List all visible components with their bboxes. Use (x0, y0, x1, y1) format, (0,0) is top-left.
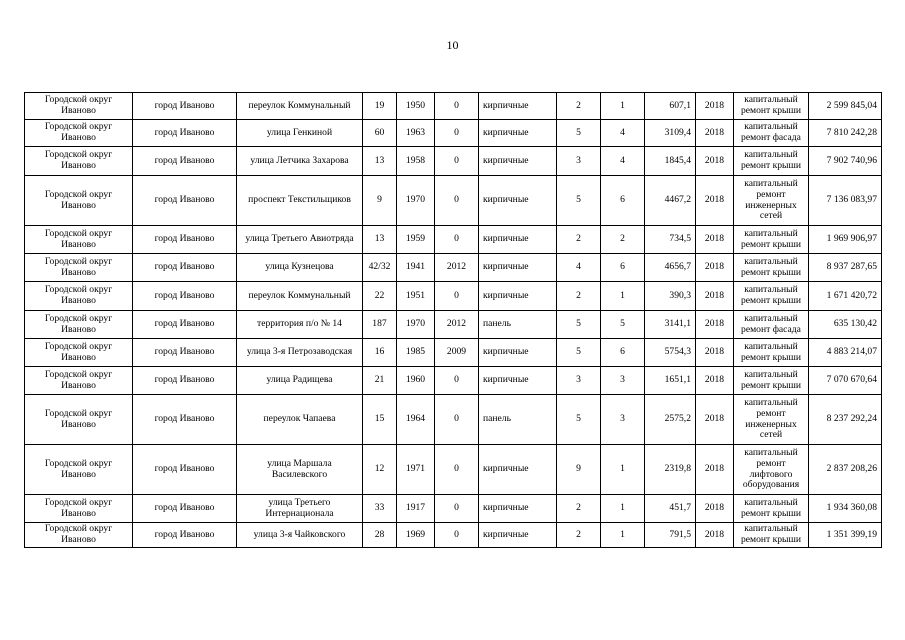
table-row (25, 226, 882, 254)
table-row (25, 311, 882, 339)
cell-cost: 2 599 845,04 (809, 93, 882, 120)
cell-city: город Иваново (133, 395, 237, 445)
cell-area: 3141,1 (645, 311, 696, 339)
table-body (25, 93, 882, 548)
cell-work: капитальный ремонт лифтового оборудования (734, 445, 809, 495)
cell-municipality: Городской округ Иваново (25, 120, 133, 147)
cell-city: город Иваново (133, 176, 237, 226)
cell-cost: 7 070 670,64 (809, 367, 882, 395)
cell-walls: кирпичные (479, 120, 557, 147)
cell-entrances: 3 (601, 367, 645, 395)
cell-walls: кирпичные (479, 93, 557, 120)
table-row (25, 339, 882, 367)
cell-year: 2018 (696, 311, 734, 339)
cell-area: 5754,3 (645, 339, 696, 367)
cell-walls: кирпичные (479, 176, 557, 226)
cell-area: 390,3 (645, 282, 696, 311)
cell-area: 734,5 (645, 226, 696, 254)
cell-cost: 7 902 740,96 (809, 147, 882, 176)
table-row (25, 395, 882, 445)
cell-area: 791,5 (645, 523, 696, 548)
cell-year: 2018 (696, 120, 734, 147)
cell-area: 4467,2 (645, 176, 696, 226)
cell-street: переулок Чапаева (237, 395, 363, 445)
cell-cost: 1 934 360,08 (809, 495, 882, 523)
cell-cost: 635 130,42 (809, 311, 882, 339)
cell-built: 1964 (397, 395, 435, 445)
cell-cost: 1 351 399,19 (809, 523, 882, 548)
cell-year: 2018 (696, 445, 734, 495)
cell-renovated: 0 (435, 147, 479, 176)
cell-area: 607,1 (645, 93, 696, 120)
cell-work: капитальный ремонт инженерных сетей (734, 176, 809, 226)
cell-city: город Иваново (133, 93, 237, 120)
cell-street: улица Радищева (237, 367, 363, 395)
cell-street: переулок Коммунальный (237, 93, 363, 120)
cell-house: 12 (363, 445, 397, 495)
cell-area: 3109,4 (645, 120, 696, 147)
cell-walls: кирпичные (479, 226, 557, 254)
cell-work: капитальный ремонт крыши (734, 254, 809, 282)
cell-floors: 5 (557, 395, 601, 445)
cell-renovated: 0 (435, 282, 479, 311)
cell-cost: 1 671 420,72 (809, 282, 882, 311)
cell-work: капитальный ремонт крыши (734, 147, 809, 176)
cell-city: город Иваново (133, 147, 237, 176)
cell-house: 13 (363, 226, 397, 254)
cell-renovated: 0 (435, 395, 479, 445)
table-row (25, 147, 882, 176)
cell-floors: 5 (557, 311, 601, 339)
cell-work: капитальный ремонт крыши (734, 226, 809, 254)
cell-year: 2018 (696, 226, 734, 254)
cell-area: 451,7 (645, 495, 696, 523)
cell-cost: 7 136 083,97 (809, 176, 882, 226)
cell-floors: 2 (557, 226, 601, 254)
cell-floors: 5 (557, 120, 601, 147)
cell-house: 19 (363, 93, 397, 120)
cell-municipality: Городской округ Иваново (25, 147, 133, 176)
cell-renovated: 2012 (435, 311, 479, 339)
cell-floors: 3 (557, 367, 601, 395)
cell-street: улица 3-я Петрозаводская (237, 339, 363, 367)
cell-renovated: 2012 (435, 254, 479, 282)
cell-cost: 7 810 242,28 (809, 120, 882, 147)
cell-renovated: 0 (435, 226, 479, 254)
cell-floors: 2 (557, 93, 601, 120)
cell-floors: 9 (557, 445, 601, 495)
cell-entrances: 4 (601, 120, 645, 147)
cell-built: 1970 (397, 176, 435, 226)
cell-area: 2319,8 (645, 445, 696, 495)
cell-city: город Иваново (133, 339, 237, 367)
cell-street: улица Летчика Захарова (237, 147, 363, 176)
cell-walls: кирпичные (479, 495, 557, 523)
cell-street: территория п/о № 14 (237, 311, 363, 339)
cell-street: переулок Коммунальный (237, 282, 363, 311)
cell-renovated: 0 (435, 367, 479, 395)
cell-house: 187 (363, 311, 397, 339)
cell-house: 21 (363, 367, 397, 395)
cell-built: 1969 (397, 523, 435, 548)
cell-area: 1651,1 (645, 367, 696, 395)
cell-entrances: 2 (601, 226, 645, 254)
cell-floors: 3 (557, 147, 601, 176)
table-row (25, 367, 882, 395)
cell-renovated: 0 (435, 445, 479, 495)
cell-cost: 4 883 214,07 (809, 339, 882, 367)
table-row (25, 176, 882, 226)
cell-municipality: Городской округ Иваново (25, 93, 133, 120)
cell-area: 2575,2 (645, 395, 696, 445)
cell-built: 1950 (397, 93, 435, 120)
cell-year: 2018 (696, 495, 734, 523)
cell-built: 1959 (397, 226, 435, 254)
table-row (25, 254, 882, 282)
cell-city: город Иваново (133, 254, 237, 282)
cell-walls: кирпичные (479, 339, 557, 367)
cell-entrances: 1 (601, 495, 645, 523)
table-row (25, 93, 882, 120)
cell-floors: 2 (557, 495, 601, 523)
cell-floors: 5 (557, 176, 601, 226)
cell-work: капитальный ремонт фасада (734, 120, 809, 147)
table-row (25, 282, 882, 311)
cell-work: капитальный ремонт крыши (734, 339, 809, 367)
cell-renovated: 2009 (435, 339, 479, 367)
cell-work: капитальный ремонт крыши (734, 495, 809, 523)
cell-house: 22 (363, 282, 397, 311)
cell-city: город Иваново (133, 445, 237, 495)
cell-street: улица Кузнецова (237, 254, 363, 282)
cell-work: капитальный ремонт крыши (734, 367, 809, 395)
cell-renovated: 0 (435, 176, 479, 226)
cell-entrances: 4 (601, 147, 645, 176)
table-row (25, 120, 882, 147)
cell-municipality: Городской округ Иваново (25, 226, 133, 254)
cell-built: 1970 (397, 311, 435, 339)
cell-walls: панель (479, 311, 557, 339)
cell-work: капитальный ремонт фасада (734, 311, 809, 339)
cell-work: капитальный ремонт крыши (734, 523, 809, 548)
cell-cost: 1 969 906,97 (809, 226, 882, 254)
cell-floors: 4 (557, 254, 601, 282)
cell-street: улица Генкиной (237, 120, 363, 147)
cell-municipality: Городской округ Иваново (25, 311, 133, 339)
cell-work: капитальный ремонт крыши (734, 93, 809, 120)
cell-municipality: Городской округ Иваново (25, 254, 133, 282)
cell-street: улица Третьего Интернационала (237, 495, 363, 523)
cell-work: капитальный ремонт инженерных сетей (734, 395, 809, 445)
cell-entrances: 1 (601, 282, 645, 311)
page-number: 10 (446, 38, 459, 52)
cell-municipality: Городской округ Иваново (25, 495, 133, 523)
cell-city: город Иваново (133, 523, 237, 548)
cell-entrances: 6 (601, 339, 645, 367)
cell-cost: 2 837 208,26 (809, 445, 882, 495)
cell-renovated: 0 (435, 93, 479, 120)
cell-house: 13 (363, 147, 397, 176)
cell-street: проспект Текстильщиков (237, 176, 363, 226)
cell-municipality: Городской округ Иваново (25, 395, 133, 445)
cell-built: 1960 (397, 367, 435, 395)
cell-entrances: 1 (601, 445, 645, 495)
cell-city: город Иваново (133, 120, 237, 147)
cell-house: 28 (363, 523, 397, 548)
cell-street: улица Третьего Авиотряда (237, 226, 363, 254)
cell-entrances: 1 (601, 93, 645, 120)
cell-built: 1958 (397, 147, 435, 176)
cell-house: 16 (363, 339, 397, 367)
table-row (25, 523, 882, 548)
cell-city: город Иваново (133, 367, 237, 395)
cell-house: 60 (363, 120, 397, 147)
cell-built: 1941 (397, 254, 435, 282)
cell-year: 2018 (696, 282, 734, 311)
cell-city: город Иваново (133, 495, 237, 523)
cell-year: 2018 (696, 254, 734, 282)
cell-floors: 5 (557, 339, 601, 367)
cell-municipality: Городской округ Иваново (25, 523, 133, 548)
cell-walls: кирпичные (479, 367, 557, 395)
cell-walls: кирпичные (479, 282, 557, 311)
cell-year: 2018 (696, 523, 734, 548)
cell-municipality: Городской округ Иваново (25, 367, 133, 395)
cell-area: 1845,4 (645, 147, 696, 176)
cell-walls: кирпичные (479, 254, 557, 282)
cell-area: 4656,7 (645, 254, 696, 282)
table-row (25, 445, 882, 495)
cell-year: 2018 (696, 93, 734, 120)
cell-year: 2018 (696, 176, 734, 226)
cell-cost: 8 937 287,65 (809, 254, 882, 282)
cell-street: улица Маршала Василевского (237, 445, 363, 495)
cell-built: 1971 (397, 445, 435, 495)
cell-renovated: 0 (435, 495, 479, 523)
cell-built: 1951 (397, 282, 435, 311)
cell-walls: кирпичные (479, 523, 557, 548)
cell-renovated: 0 (435, 120, 479, 147)
cell-city: город Иваново (133, 311, 237, 339)
cell-walls: кирпичные (479, 445, 557, 495)
cell-entrances: 3 (601, 395, 645, 445)
cell-house: 33 (363, 495, 397, 523)
cell-entrances: 5 (601, 311, 645, 339)
cell-city: город Иваново (133, 226, 237, 254)
cell-built: 1917 (397, 495, 435, 523)
cell-year: 2018 (696, 147, 734, 176)
cell-house: 9 (363, 176, 397, 226)
cell-municipality: Городской округ Иваново (25, 445, 133, 495)
cell-entrances: 6 (601, 254, 645, 282)
cell-walls: кирпичные (479, 147, 557, 176)
cell-year: 2018 (696, 395, 734, 445)
cell-entrances: 6 (601, 176, 645, 226)
cell-built: 1985 (397, 339, 435, 367)
cell-year: 2018 (696, 367, 734, 395)
cell-municipality: Городской округ Иваново (25, 282, 133, 311)
cell-house: 15 (363, 395, 397, 445)
table-row (25, 495, 882, 523)
cell-municipality: Городской округ Иваново (25, 176, 133, 226)
housing-repair-table (24, 92, 882, 548)
cell-municipality: Городской округ Иваново (25, 339, 133, 367)
cell-year: 2018 (696, 339, 734, 367)
cell-walls: панель (479, 395, 557, 445)
cell-floors: 2 (557, 282, 601, 311)
cell-cost: 8 237 292,24 (809, 395, 882, 445)
cell-entrances: 1 (601, 523, 645, 548)
cell-city: город Иваново (133, 282, 237, 311)
cell-work: капитальный ремонт крыши (734, 282, 809, 311)
cell-street: улица 3-я Чайковского (237, 523, 363, 548)
cell-floors: 2 (557, 523, 601, 548)
cell-built: 1963 (397, 120, 435, 147)
cell-renovated: 0 (435, 523, 479, 548)
cell-house: 42/32 (363, 254, 397, 282)
